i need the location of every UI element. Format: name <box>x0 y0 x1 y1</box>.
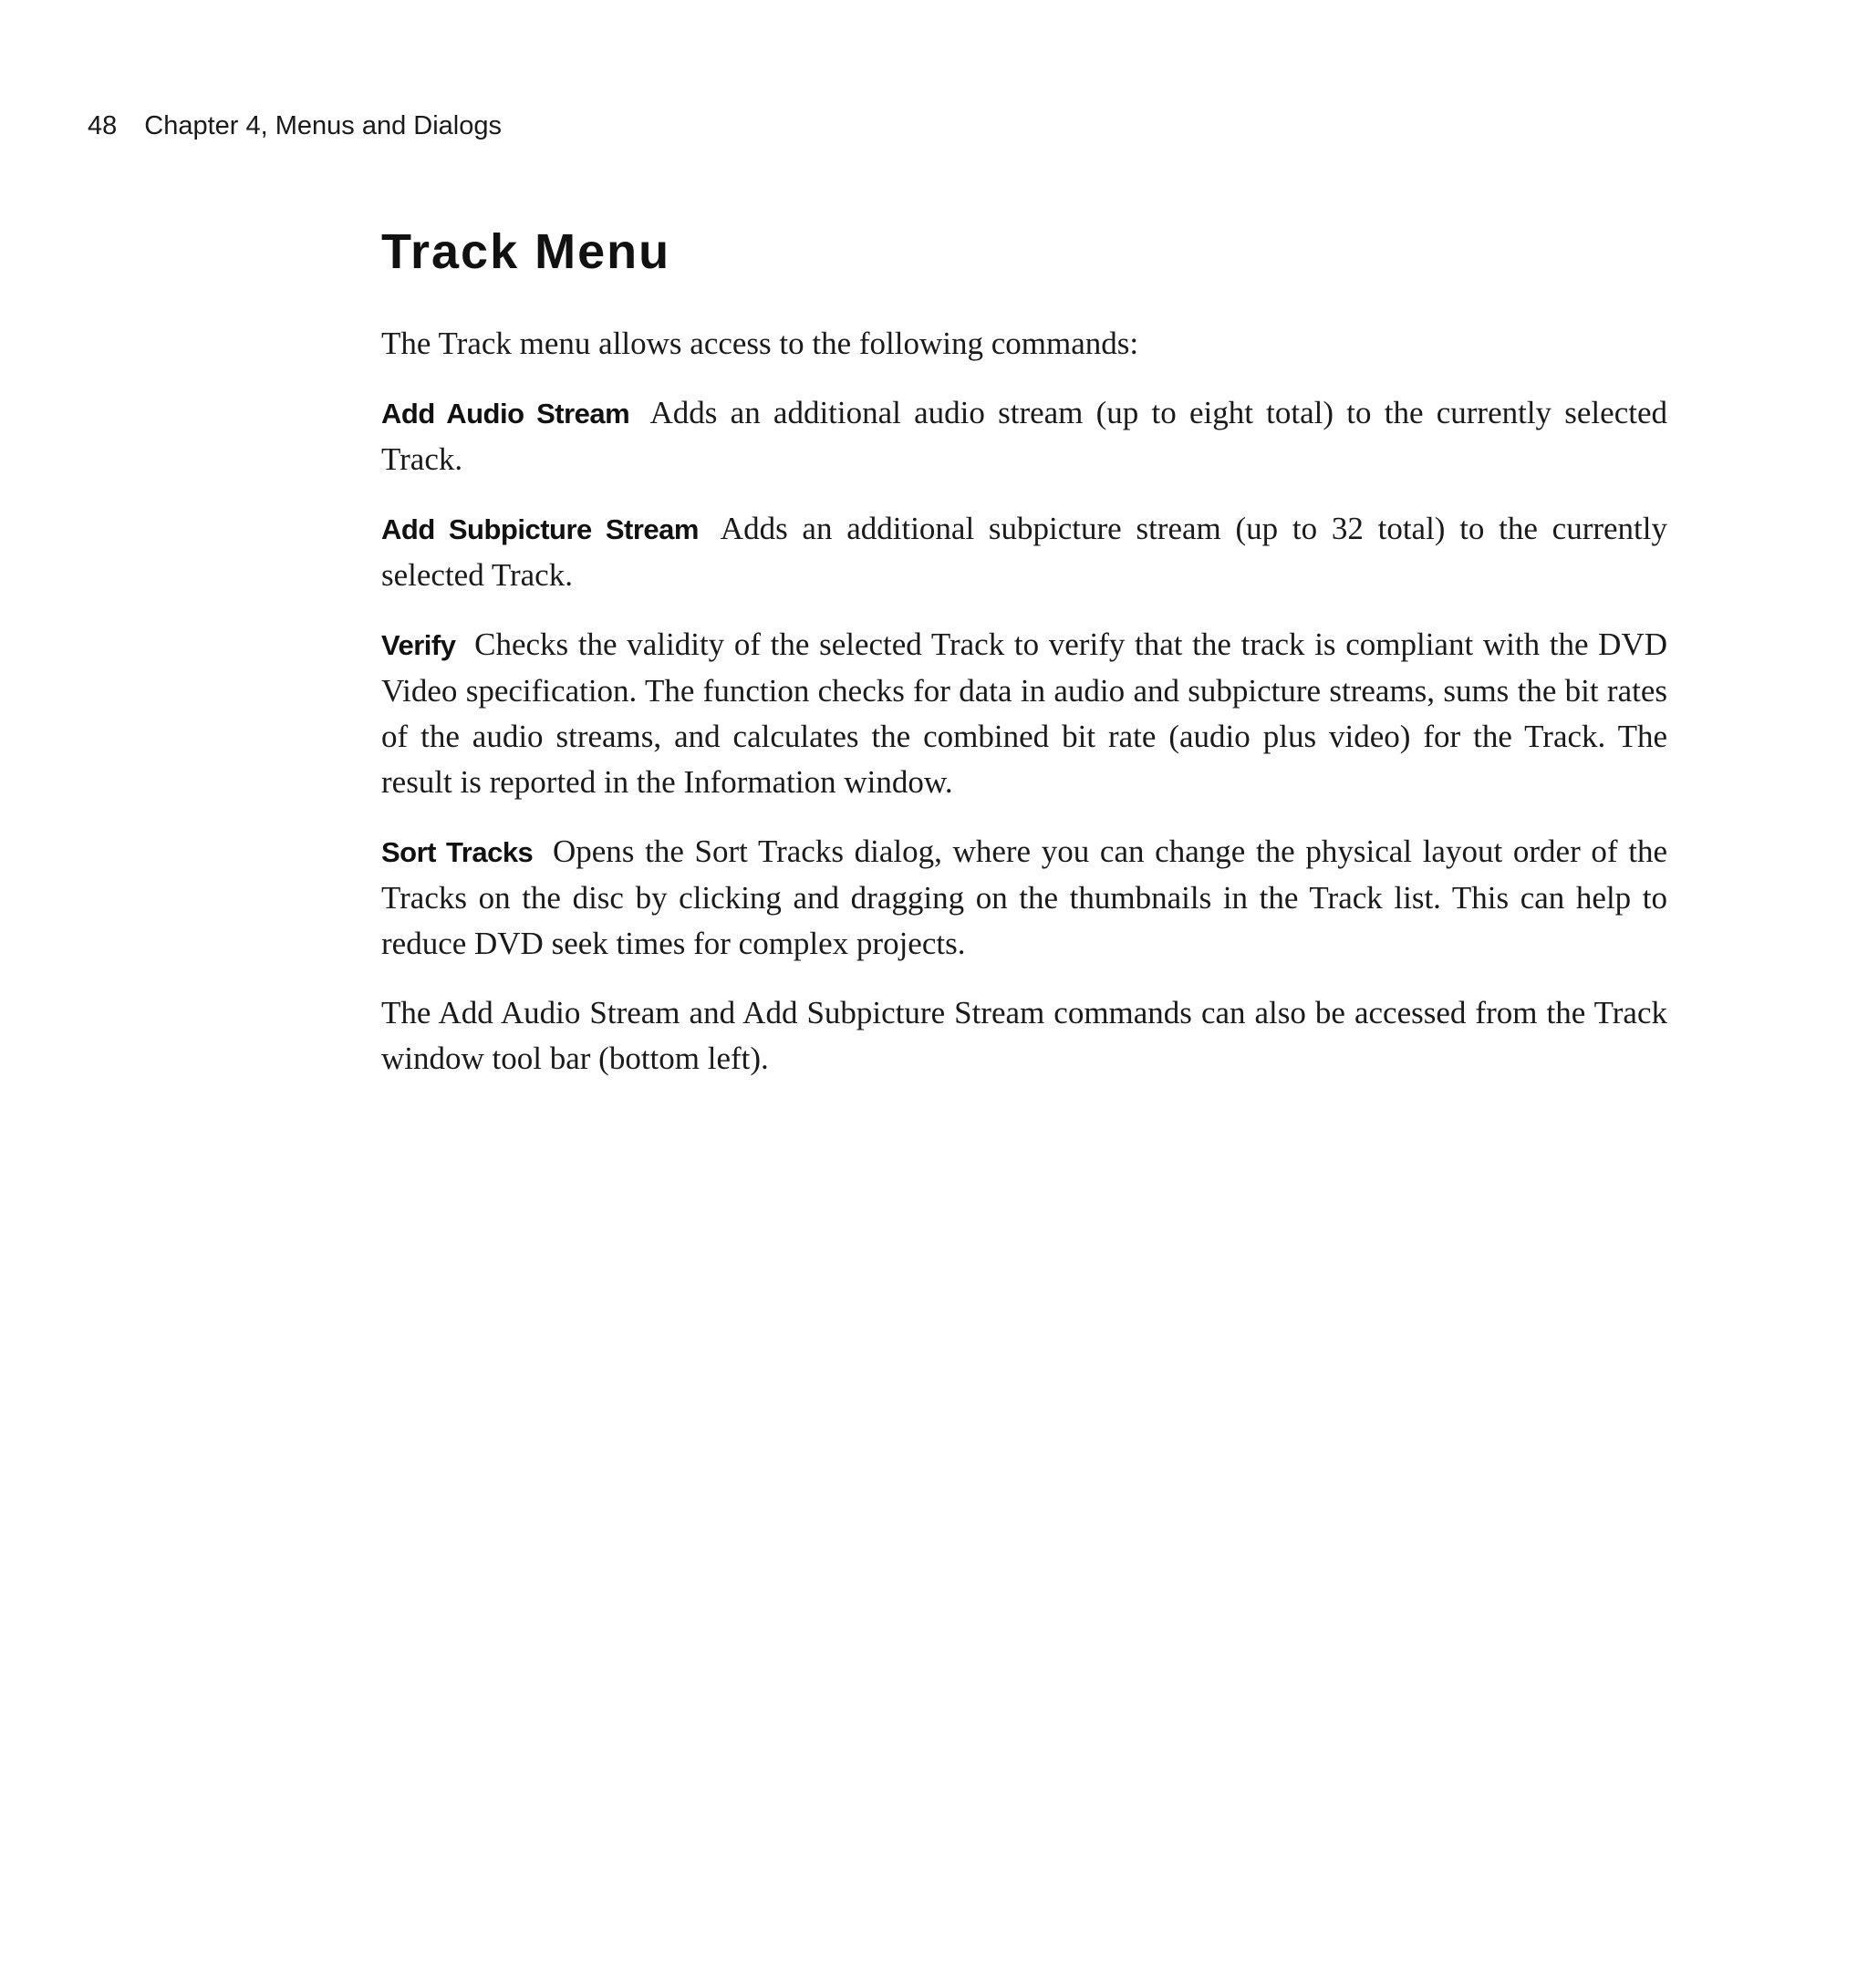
command-term: Sort Tracks <box>381 836 534 868</box>
command-description: Opens the Sort Tracks dialog, where you can change the physical layout order of the Tracks on the disc by clicking and dragging on the thumbnails in the Track list. This can help to reduce DVD seek times for complex projects. <box>381 834 1667 961</box>
command-description: Adds an additional audio stream (up to eight total) to the currently selected Track. <box>381 395 1667 477</box>
command-description: Adds an additional subpicture stream (up to 32 total) to the currently selected Track. <box>381 511 1667 593</box>
section-title: Track Menu <box>381 224 671 279</box>
command-term: Verify <box>381 629 456 661</box>
command-term: Add Subpicture Stream <box>381 513 699 545</box>
running-header <box>88 108 502 144</box>
command-sort-tracks <box>381 829 1667 967</box>
command-add-subpicture-stream <box>381 506 1667 598</box>
command-add-audio-stream <box>381 390 1667 482</box>
command-description: Checks the validity of the selected Track to verify that the track is compliant with the DVD Video specification. The function checks for data in audio and subpicture streams, sums the bit rates of the audio streams, and calculates the combined bit rate (audio plus video) for the Track. The result is reported in the Information window. <box>381 626 1667 800</box>
intro-paragraph: The Track menu allows access to the following commands: <box>381 326 1139 361</box>
closing-paragraph: The Add Audio Stream and Add Subpicture Stream commands can also be accessed from the Track window tool bar (bottom left). <box>381 995 1667 1076</box>
main-content <box>381 219 1667 1105</box>
command-verify <box>381 622 1667 805</box>
page-number: 48 <box>88 111 118 140</box>
chapter-title: Chapter 4, Menus and Dialogs <box>144 111 502 140</box>
command-term: Add Audio Stream <box>381 398 630 430</box>
